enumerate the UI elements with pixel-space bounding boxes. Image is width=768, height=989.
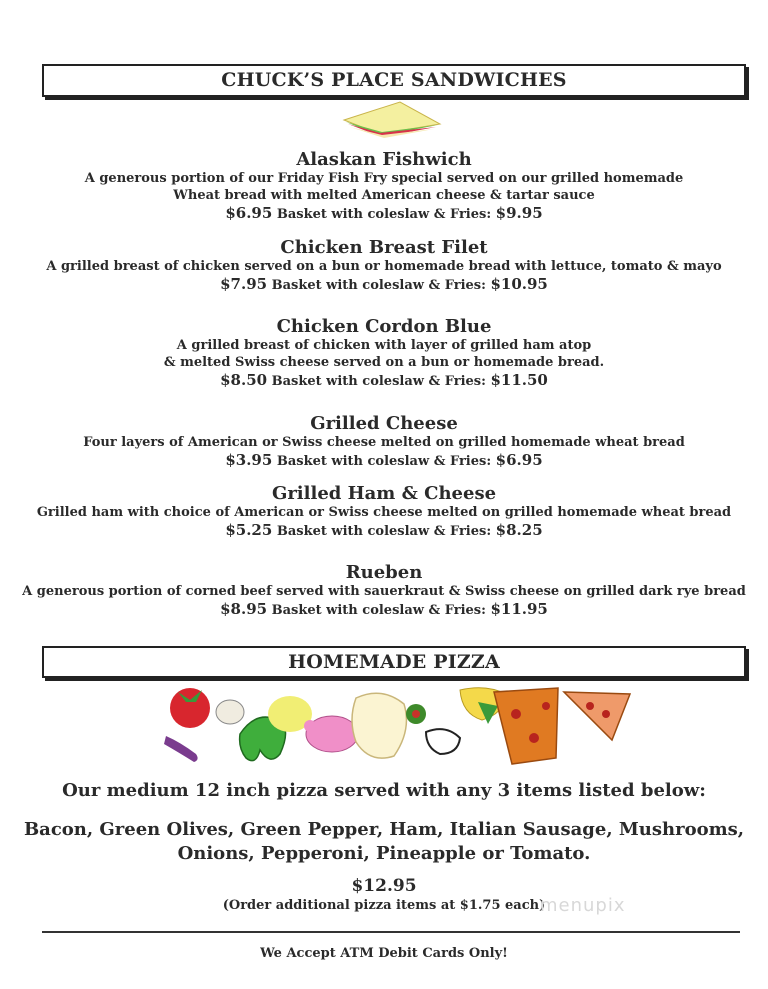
basket-label: Basket with coleslaw & Fries: (276, 454, 492, 469)
basket-label: Basket with coleslaw & Fries: (276, 524, 492, 539)
item-price: $6.95 (225, 204, 273, 222)
pizza-price: $12.95 (351, 876, 417, 896)
menu-item-chicken-cordon-blue (0, 317, 768, 391)
item-description: A grilled breast of chicken served on a bun or homemade bread with lettuce, tomato & mayo (46, 259, 722, 274)
menu-item-chicken-breast-filet (0, 238, 768, 295)
item-price: $3.95 (225, 451, 273, 469)
item-description: A generous portion of our Friday Fish Fry special served on our grilled homemade (84, 171, 684, 186)
pizza-extra-items: (Order additional pizza items at $1.75 each) (222, 898, 546, 913)
basket-price: $9.95 (495, 204, 543, 222)
item-name: Chicken Cordon Blue (276, 316, 492, 337)
item-description: & melted Swiss cheese served on a bun or homemade bread. (163, 355, 605, 370)
item-price: $7.95 (220, 275, 268, 293)
footer-note: We Accept ATM Debit Cards Only! (260, 946, 508, 961)
item-price-line (0, 204, 768, 224)
basket-price: $8.25 (495, 521, 543, 539)
watermark-logo: menupix (540, 895, 626, 916)
item-price-line (0, 521, 768, 541)
item-description: A generous portion of corned beef served with sauerkraut & Swiss cheese on grilled dark rye bread (22, 584, 746, 599)
item-price-line (0, 371, 768, 391)
pizza-toppings-list (0, 818, 768, 866)
item-description: Grilled ham with choice of American or Swiss cheese melted on grilled homemade wheat bread (36, 505, 732, 520)
basket-label: Basket with coleslaw & Fries: (271, 278, 486, 293)
basket-label: Basket with coleslaw & Fries: (271, 374, 486, 389)
basket-price: $6.95 (495, 451, 543, 469)
item-price: $5.25 (225, 521, 273, 539)
item-description: A grilled breast of chicken with layer of grilled ham atop (176, 338, 592, 353)
menu-item-rueben (0, 563, 768, 620)
sandwich-illustration (340, 100, 446, 138)
item-name: Grilled Cheese (310, 413, 458, 434)
menu-item-grilled-cheese (0, 414, 768, 471)
item-price-line (0, 451, 768, 471)
toppings-line: Bacon, Green Olives, Green Pepper, Ham, Italian Sausage, Mushrooms, (23, 819, 745, 840)
basket-price: $10.95 (490, 275, 548, 293)
item-name: Alaskan Fishwich (296, 149, 472, 170)
item-price-line (0, 275, 768, 295)
toppings-line: Onions, Pepperoni, Pineapple or Tomato. (177, 843, 591, 864)
menu-item-alaskan-fishwich (0, 150, 768, 224)
item-description: Wheat bread with melted American cheese & tartar sauce (173, 188, 595, 203)
pizza-intro: Our medium 12 inch pizza served with any 3 items listed below: (62, 780, 706, 801)
item-price-line (0, 600, 768, 620)
sandwiches-heading: CHUCK’S PLACE SANDWICHES (42, 64, 746, 97)
basket-price: $11.95 (490, 600, 548, 618)
item-name: Grilled Ham & Cheese (271, 483, 497, 504)
item-description: Four layers of American or Swiss cheese melted on grilled homemade wheat bread (83, 435, 685, 450)
item-name: Chicken Breast Filet (280, 237, 488, 258)
basket-label: Basket with coleslaw & Fries: (276, 207, 492, 222)
basket-label: Basket with coleslaw & Fries: (271, 603, 486, 618)
basket-price: $11.50 (490, 371, 548, 389)
pizza-toppings-illustration (160, 684, 632, 768)
pizza-heading: HOMEMADE PIZZA (42, 646, 746, 678)
divider (42, 931, 740, 933)
item-price: $8.95 (220, 600, 268, 618)
item-name: Rueben (345, 562, 423, 583)
menu-item-grilled-ham-cheese (0, 484, 768, 541)
item-price: $8.50 (220, 371, 268, 389)
